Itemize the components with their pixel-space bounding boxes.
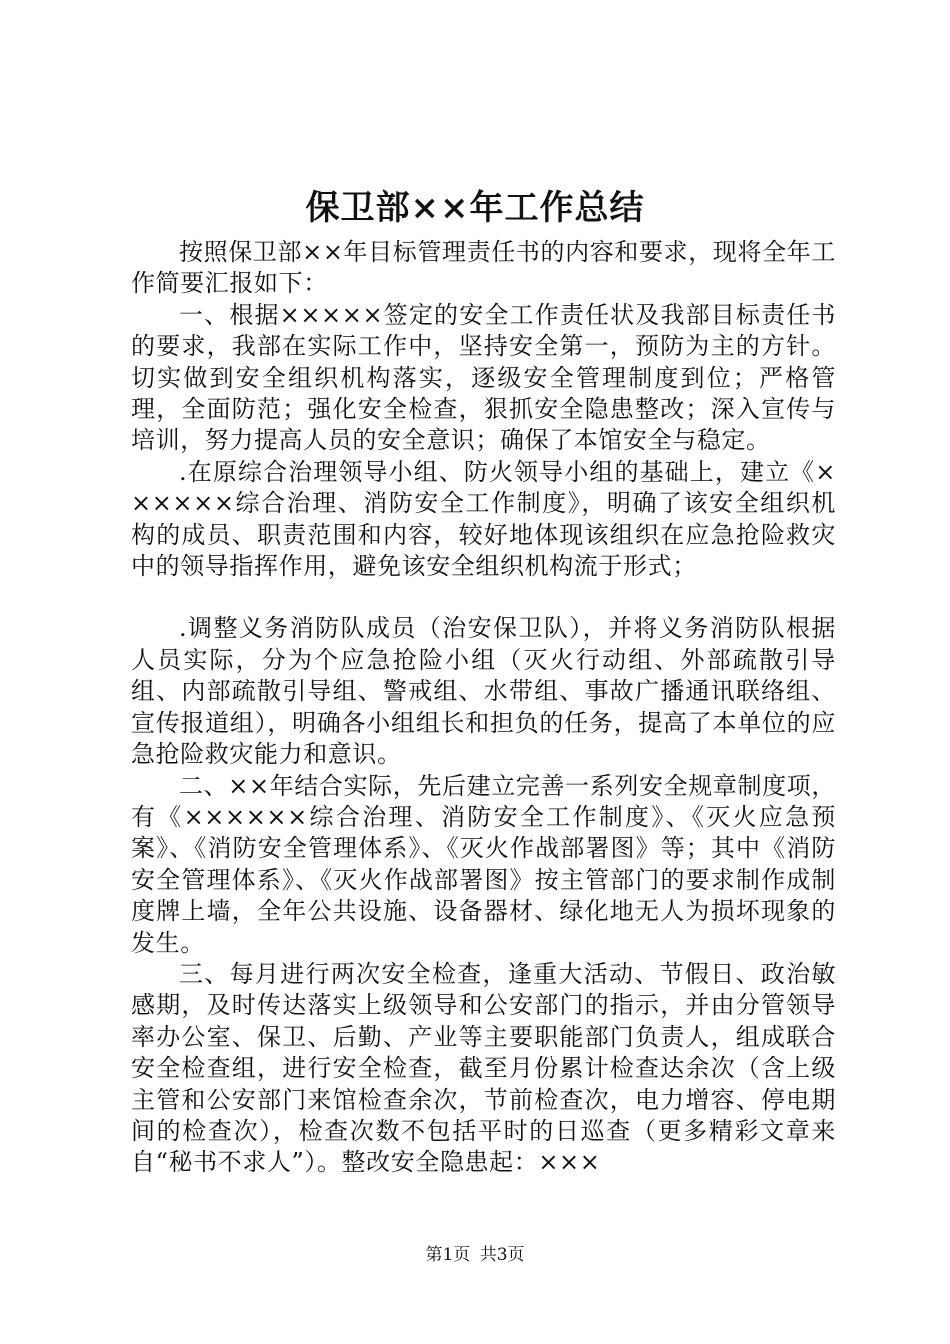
page-number: 第1页 — [425, 1245, 471, 1265]
paragraph-section-3: 三、每月进行两次安全检查，逢重大活动、节假日、政治敏感期，及时传达落实上级领导和公安部门的指示，并由分管领导率办公室、保卫、后勤、产业等主要职能部门负责人，组成联合安全检查组，进行安全检查，截至月份累计检查达余次（含上级主管和公安部门来馆检查余次，节前检查次，电力增容、停电期间的检查次），检查次数不包括平时的日巡查（更多精彩文章来自“秘书不求人”）。整改安全隐患起：××× — [131, 959, 836, 1177]
document-title: 保卫部××年工作总结 — [305, 188, 645, 228]
paragraph-item-organization: .在原综合治理领导小组、防火领导小组的基础上，建立《××××××综合治理、消防安全工作制度》，明确了该安全组织机构的成员、职责范围和内容，较好地体现该组织在应急抢险救灾中的领导指挥作用，避免该安全组织机构流于形式； — [131, 457, 836, 581]
paragraph-section-2: 二、××年结合实际，先后建立完善一系列安全规章制度项，有《××××××综合治理、消防安全工作制度》、《灭火应急预案》、《消防安全管理体系》、《灭火作战部署图》等；其中《消防安全管理体系》、《灭火作战部署图》按主管部门的要求制作成制度牌上墙，全年公共设施、设备器材、绿化地无人为损坏现象的发生。 — [131, 771, 836, 957]
page-footer — [0, 1243, 950, 1267]
paragraph-intro: 按照保卫部××年目标管理责任书的内容和要求，现将全年工作简要汇报如下： — [131, 238, 836, 298]
document-body — [131, 237, 836, 1179]
paragraph-section-1: 一、根据×××××签定的安全工作责任状及我部目标责任书的要求，我部在实际工作中，坚持安全第一，预防为主的方针。切实做到安全组织机构落实，逐级安全管理制度到位；严格管理，全面防范；强化安全检查，狠抓安全隐患整改；深入宣传与培训，努力提高人员的安全意识；确保了本馆安全与稳定。 — [131, 300, 836, 455]
paragraph-item-fire-brigade: .调整义务消防队成员（治安保卫队），并将义务消防队根据人员实际，分为个应急抢险小组（灭火行动组、外部疏散引导组、内部疏散引导组、警戒组、水带组、事故广播通讯联络组、宣传报道组），明确各小组组长和担负的任务，提高了本单位的应急抢险救灾能力和意识。 — [131, 614, 836, 769]
page-total: 共3页 — [479, 1245, 525, 1265]
